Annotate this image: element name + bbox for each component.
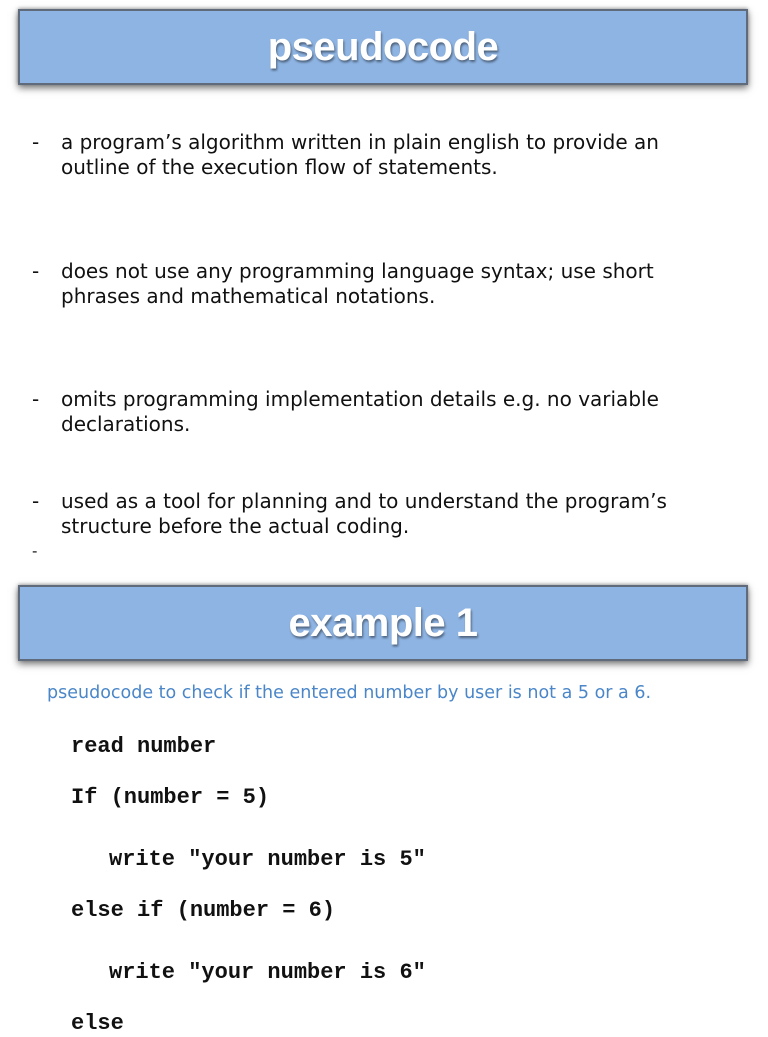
bullet-text-line: used as a tool for planning and to understand the program’s (61, 489, 667, 513)
bullet-dash: - (32, 387, 40, 411)
example-title-banner (18, 585, 748, 661)
code-line: read number (71, 734, 217, 759)
section-title-banner (18, 9, 748, 85)
bullet-item (32, 489, 722, 539)
example-description: pseudocode to check if the entered number by user is not a 5 or a 6. (47, 683, 652, 703)
code-line: write "your number is 6" (109, 960, 426, 985)
bullet-dash: - (32, 489, 40, 513)
bullet-text-line: omits programming implementation details e.g. no variable (61, 387, 659, 411)
bullet-dash: - (32, 130, 40, 154)
bullet-item (32, 387, 722, 437)
code-line: else (71, 1011, 124, 1036)
bullet-item (32, 259, 722, 309)
example-title: example 1 (288, 600, 478, 645)
bullet-text-line: does not use any programming language syntax; use short (61, 259, 654, 283)
bullet-text-line: phrases and mathematical notations. (61, 284, 436, 308)
code-line: else if (number = 6) (71, 898, 336, 923)
code-line: If (number = 5) (71, 785, 270, 810)
bullet-dash: - (32, 259, 40, 283)
bullet-text-line: outline of the execution flow of statements. (61, 155, 498, 179)
bullet-text-line: a program’s algorithm written in plain english to provide an (61, 130, 659, 154)
code-line: write "your number is 5" (109, 847, 426, 872)
bullet-text-line: declarations. (61, 412, 191, 436)
section-title: pseudocode (267, 24, 499, 69)
bullet-text-line: structure before the actual coding. (61, 514, 410, 538)
empty-bullet-dash: - (32, 542, 38, 560)
bullet-item (32, 130, 722, 180)
